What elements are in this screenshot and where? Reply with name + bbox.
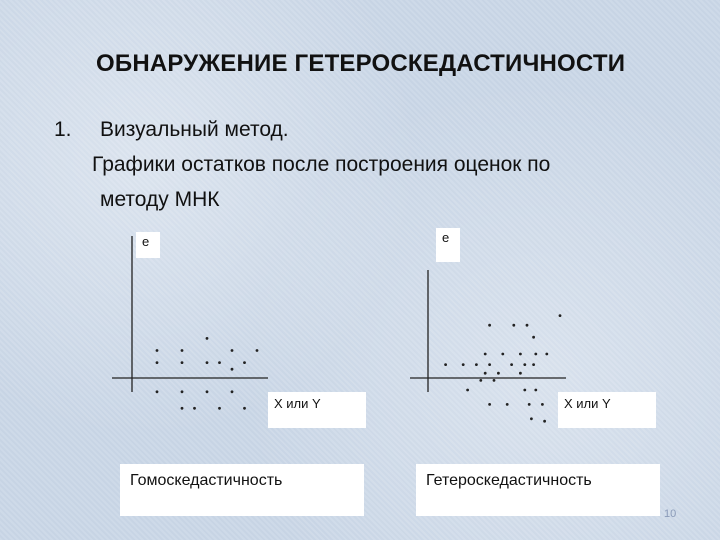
data-point [501,353,504,356]
caption-homoscedasticity: Гомоскедастичность [120,464,364,516]
caption-heteroscedasticity: Гетероскедастичность [416,464,660,516]
data-point [506,403,509,406]
method-heading: Визуальный метод. [100,118,289,141]
data-point [181,361,184,364]
data-point [231,349,234,352]
data-point [218,407,221,410]
homoscedastic-axes [112,236,268,392]
data-point [530,417,533,420]
data-point [479,379,482,382]
heteroscedastic-points [444,314,561,422]
data-point [526,324,529,327]
data-point [231,368,234,371]
description-line-2: методу МНК [100,188,220,211]
data-point [193,407,196,410]
x-axis-label-left: X или Y [268,392,366,428]
data-point [519,372,522,375]
data-point [532,363,535,366]
data-point [206,361,209,364]
data-point [493,379,496,382]
homoscedastic-points [156,337,259,410]
data-point [475,363,478,366]
data-point [523,389,526,392]
x-axis-label-right: X или Y [558,392,656,428]
data-point [545,353,548,356]
data-point [497,372,500,375]
data-point [156,349,159,352]
y-axis-label-right: e [436,228,460,262]
heteroscedastic-axes [410,270,566,392]
data-point [488,363,491,366]
data-point [206,337,209,340]
data-point [156,390,159,393]
data-point [541,403,544,406]
data-point [231,390,234,393]
data-point [243,361,246,364]
data-point [484,372,487,375]
data-point [466,389,469,392]
data-point [444,363,447,366]
data-point [243,407,246,410]
slide-title: ОБНАРУЖЕНИЕ ГЕТЕРОСКЕДАСТИЧНОСТИ [96,50,626,77]
data-point [218,361,221,364]
data-point [488,403,491,406]
data-point [156,361,159,364]
data-point [462,363,465,366]
data-point [181,390,184,393]
data-point [510,363,513,366]
data-point [559,314,562,317]
list-number: 1. [54,118,72,141]
page-number: 10 [664,508,677,520]
data-point [181,407,184,410]
data-point [484,353,487,356]
data-point [543,420,546,423]
description-line-1: Графики остатков после построения оценок по [92,153,551,176]
data-point [488,324,491,327]
data-point [534,389,537,392]
data-point [512,324,515,327]
data-point [528,403,531,406]
data-point [532,336,535,339]
data-point [519,353,522,356]
data-point [534,353,537,356]
data-point [256,349,259,352]
data-point [206,390,209,393]
data-point [181,349,184,352]
y-axis-label-left: e [136,232,160,258]
data-point [523,363,526,366]
